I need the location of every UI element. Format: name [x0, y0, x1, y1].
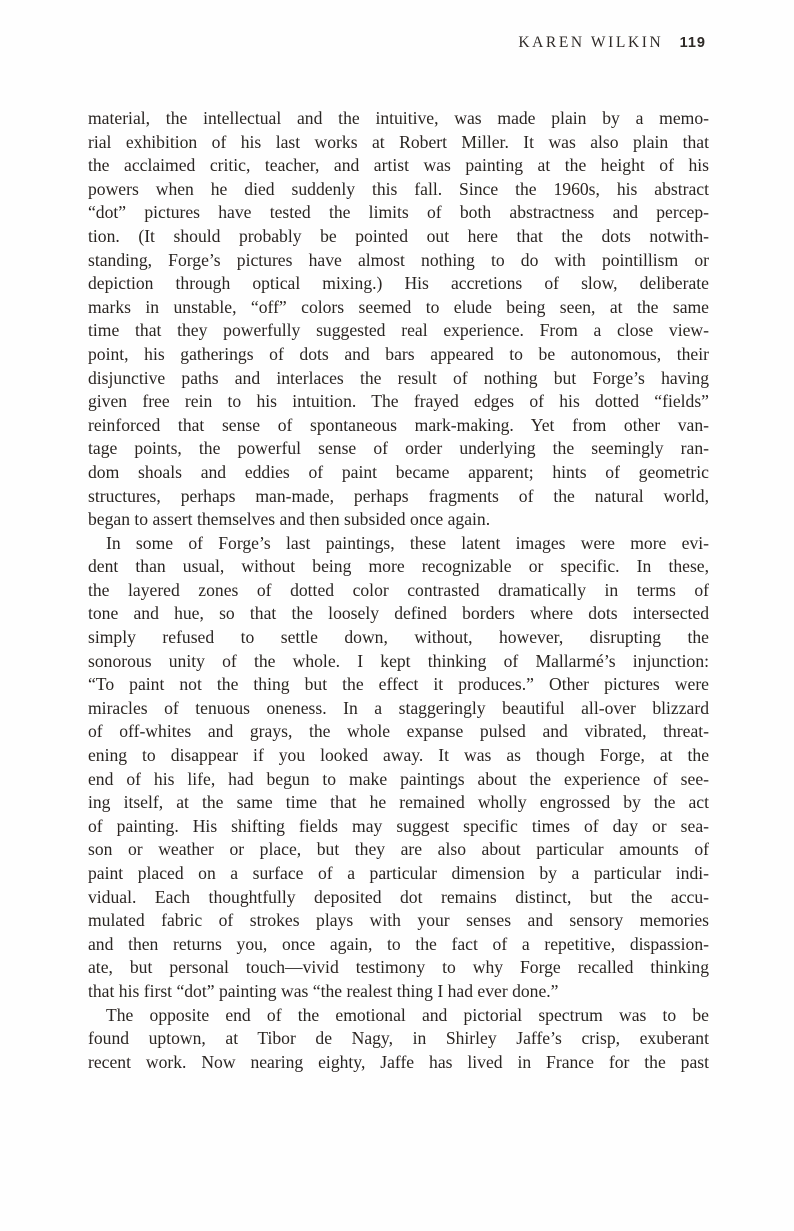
text-line: miracles of tenuous oneness. In a staggeringly beautiful all-over blizzard [88, 697, 709, 718]
text-line: of off-whites and grays, the whole expanse pulsed and vibrated, threat- [88, 721, 709, 742]
text-line: material, the intellectual and the intuitive, was made plain by a memo- [88, 108, 709, 128]
text-line: began to assert themselves and then subsided once again. [88, 509, 491, 530]
paragraph [88, 1004, 709, 1075]
text-line: dom shoals and eddies of paint became apparent; hints of geometric [88, 461, 709, 482]
text-line: time that they powerfully suggested real experience. From a close view- [88, 320, 709, 341]
text-line: standing, Forge’s pictures have almost nothing to do with pointillism or [88, 249, 709, 270]
text-line: “To paint not the thing but the effect it produces.” Other pictures were [88, 674, 709, 695]
text-line: marks in unstable, “off” colors seemed to elude being seen, at the same [88, 296, 709, 317]
text-line: dent than usual, without being more recognizable or specific. In these, [88, 556, 709, 577]
text-line: ing itself, at the same time that he remained wholly engrossed by the act [88, 792, 709, 813]
text-line: “dot” pictures have tested the limits of both abstractness and percep- [88, 202, 709, 223]
running-head [518, 34, 706, 52]
text-line: of painting. His shifting fields may suggest specific times of day or sea- [88, 815, 709, 836]
page-number: 119 [679, 35, 706, 51]
text-line: son or weather or place, but they are also about particular amounts of [88, 839, 709, 860]
text-line: ening to disappear if you looked away. It was as though Forge, at the [88, 745, 709, 766]
text-line: paint placed on a surface of a particular dimension by a particular indi- [88, 863, 709, 883]
text-line: disjunctive paths and interlaces the result of nothing but Forge’s having [88, 367, 709, 388]
text-line: In some of Forge’s last paintings, these latent images were more evi- [106, 532, 709, 553]
text-line: tion. (It should probably be pointed out here that the dots notwith- [88, 225, 709, 246]
text-line: simply refused to settle down, without, however, disrupting the [88, 627, 709, 648]
text-line: the acclaimed critic, teacher, and artist was painting at the height of his [88, 155, 709, 176]
text-line: vidual. Each thoughtfully deposited dot remains distinct, but the accu- [88, 886, 709, 907]
text-line: sonorous unity of the whole. I kept thinking of Mallarmé’s injunction: [88, 650, 709, 671]
text-line: structures, perhaps man-made, perhaps fragments of the natural world, [88, 485, 709, 506]
text-line: and then returns you, once again, to the fact of a repetitive, dispassion- [88, 933, 709, 954]
text-line: The opposite end of the emotional and pictorial spectrum was to be [106, 1004, 709, 1025]
paragraph [88, 107, 709, 532]
text-line: powers when he died suddenly this fall. Since the 1960s, his abstract [88, 178, 709, 199]
text-line: end of his life, had begun to make paintings about the experience of see- [88, 768, 709, 789]
text-line: that his first “dot” painting was “the realest thing I had ever done.” [88, 980, 559, 1001]
text-line: rial exhibition of his last works at Robert Miller. It was also plain that [88, 131, 709, 152]
text-line: recent work. Now nearing eighty, Jaffe has lived in France for the past [88, 1051, 709, 1072]
text-line: reinforced that sense of spontaneous mark-making. Yet from other van- [88, 414, 709, 435]
text-line: found uptown, at Tibor de Nagy, in Shirley Jaffe’s crisp, exuberant [88, 1028, 709, 1049]
text-line: mulated fabric of strokes plays with your senses and sensory memories [88, 910, 709, 931]
body-text [88, 107, 709, 1074]
text-line: point, his gatherings of dots and bars appeared to be autonomous, their [88, 343, 709, 364]
text-line: ate, but personal touch—vivid testimony to why Forge recalled thinking [88, 957, 709, 978]
text-line: tone and hue, so that the loosely defined borders where dots intersected [88, 603, 709, 624]
paragraph [88, 532, 709, 1004]
text-line: given free rein to his intuition. The frayed edges of his dotted “fields” [88, 391, 709, 412]
text-line: tage points, the powerful sense of order underlying the seemingly ran- [88, 438, 709, 459]
text-line: depiction through optical mixing.) His accretions of slow, deliberate [88, 273, 709, 294]
running-head-author: KAREN WILKIN [518, 34, 664, 51]
text-line: the layered zones of dotted color contrasted dramatically in terms of [88, 579, 709, 600]
